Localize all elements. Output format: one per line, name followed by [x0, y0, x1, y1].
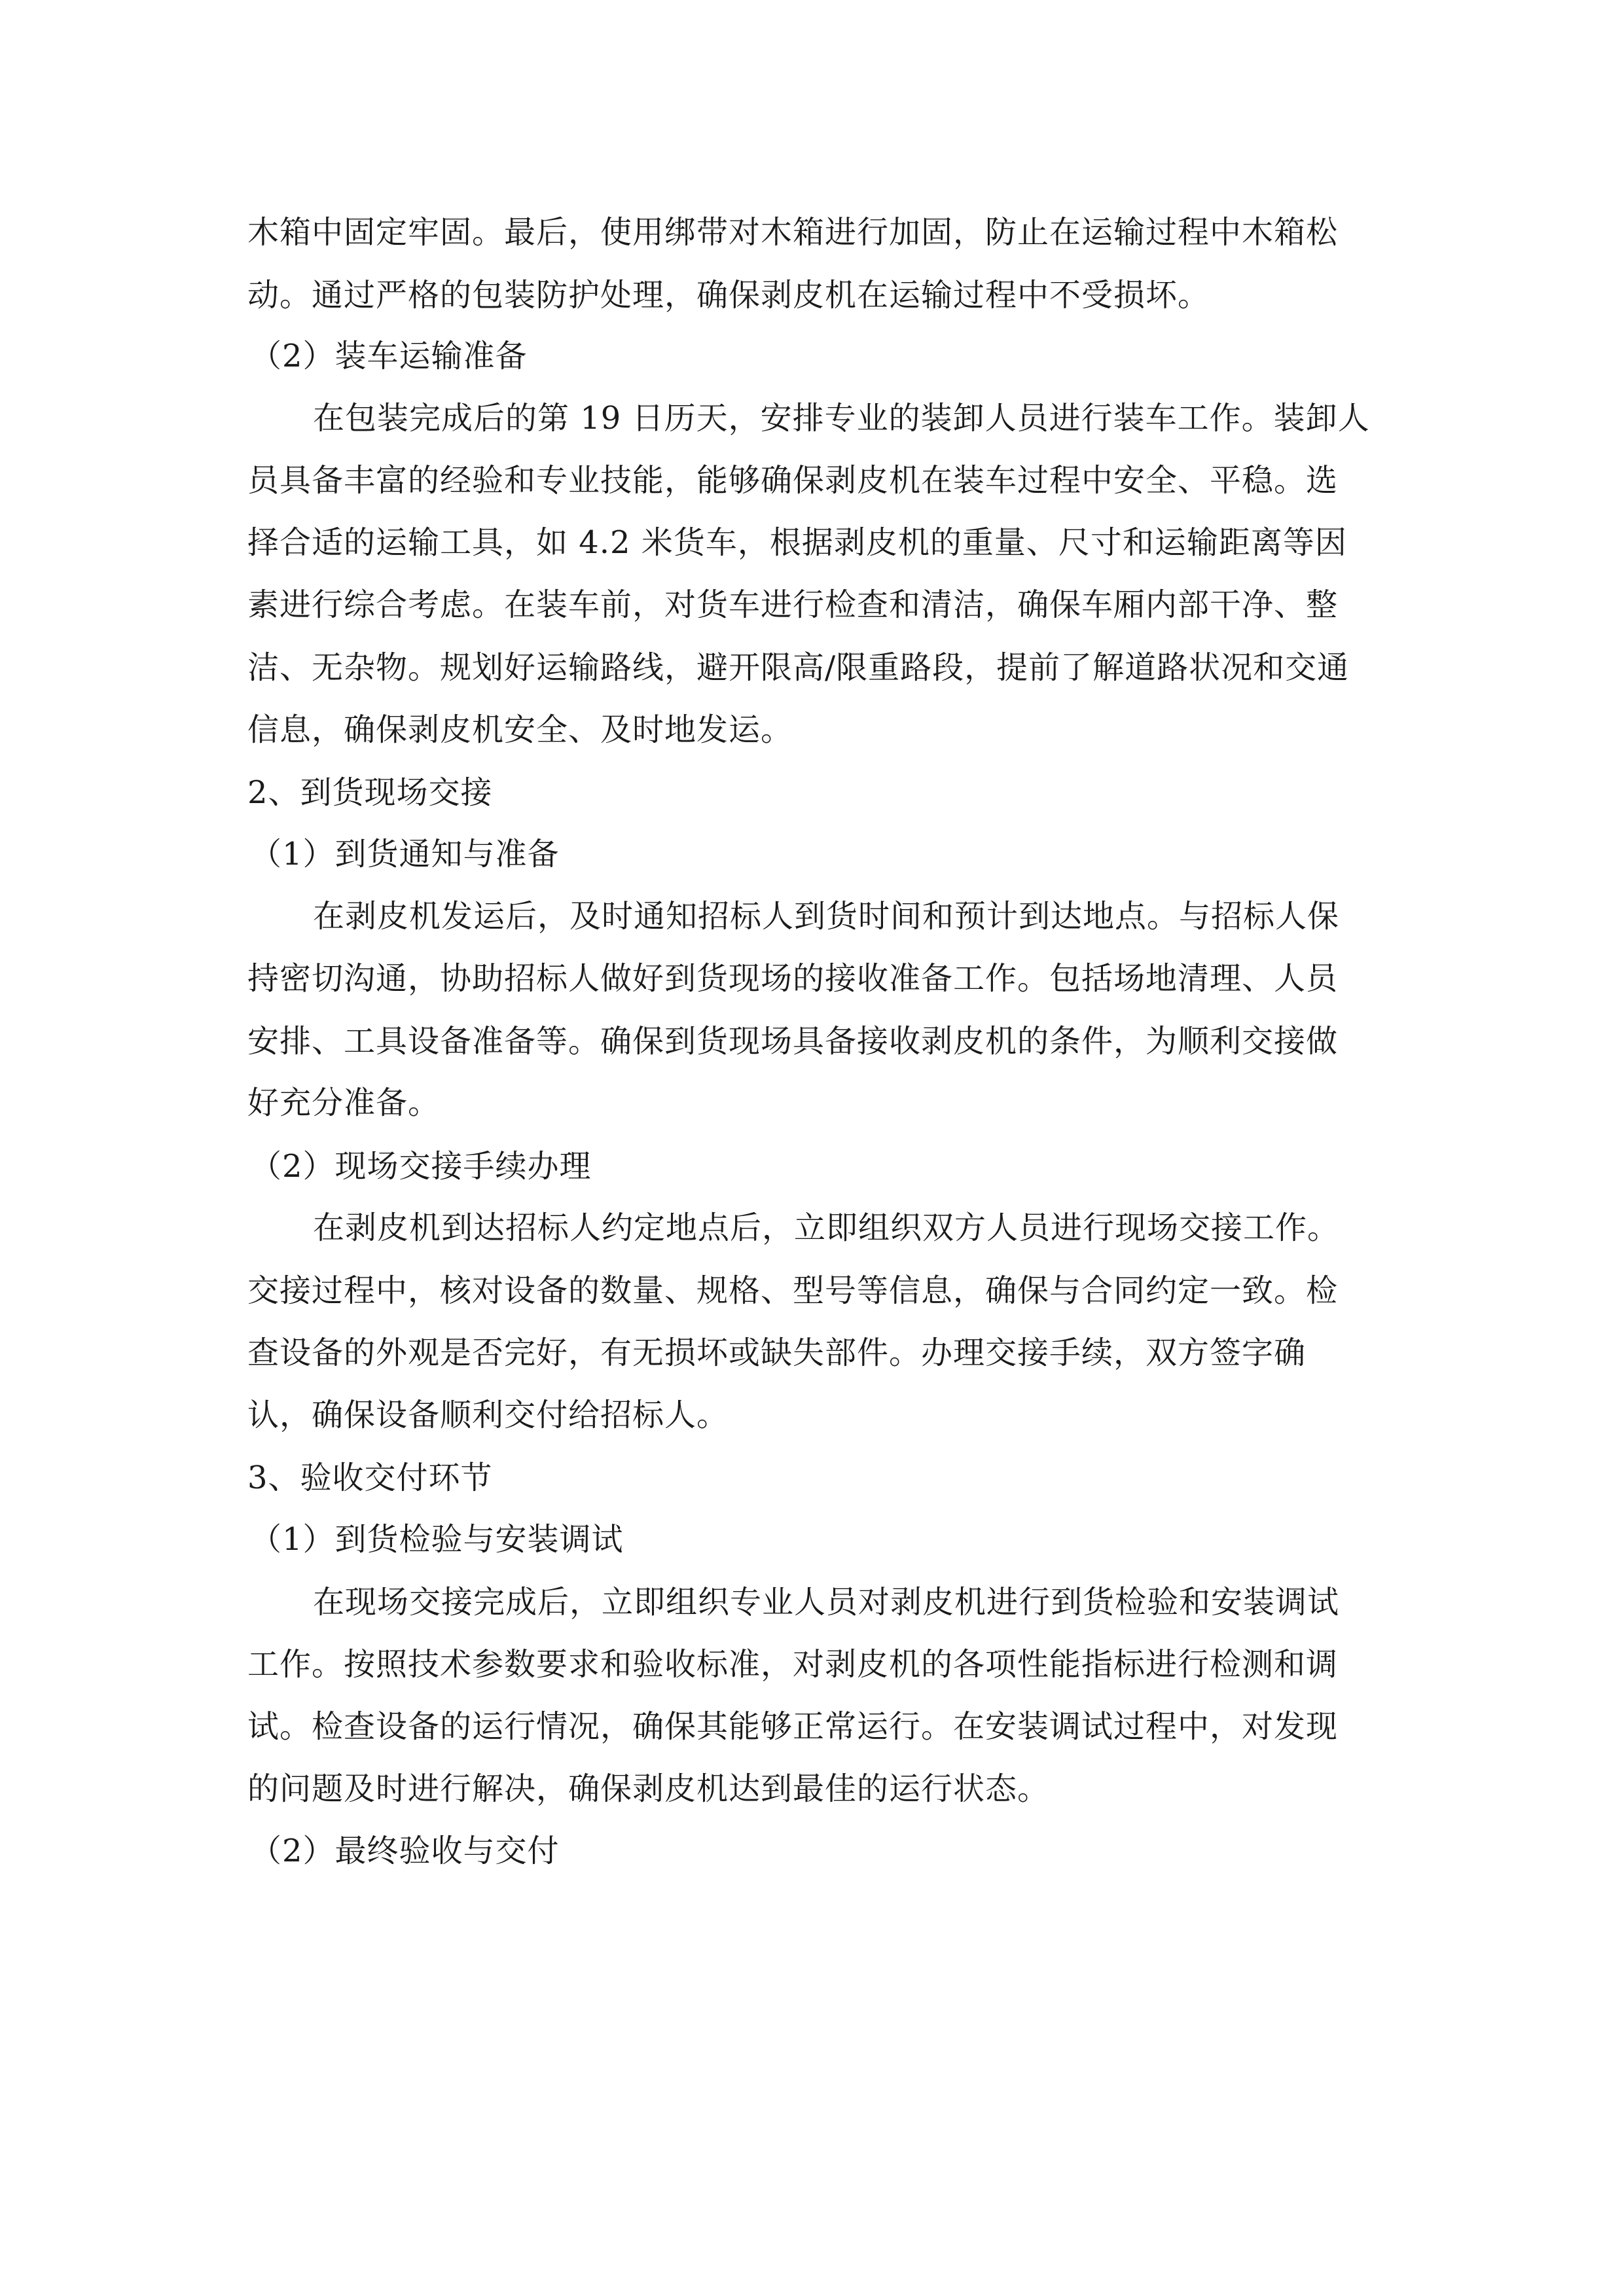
- paragraph-line: 的问题及时进行解决，确保剥皮机达到最佳的运行状态。: [247, 1770, 1050, 1807]
- paragraph-line: 信息，确保剥皮机安全、及时地发运。: [247, 711, 793, 748]
- paragraph-line: 交接过程中，核对设备的数量、规格、型号等信息，确保与合同约定一致。检: [247, 1272, 1339, 1309]
- paragraph-line: 持密切沟通，协助招标人做好到货现场的接收准备工作。包括场地清理、人员: [247, 960, 1339, 997]
- subsection-heading: （2）装车运输准备: [250, 338, 528, 374]
- subsection-heading: （2）最终验收与交付: [250, 1833, 560, 1869]
- section-heading: 3、验收交付环节: [247, 1460, 493, 1496]
- paragraph-line: 员具备丰富的经验和专业技能，能够确保剥皮机在装车过程中安全、平稳。选: [247, 462, 1339, 499]
- subsection-heading: （1）到货检验与安装调试: [250, 1521, 624, 1558]
- paragraph-line: 工作。按照技术参数要求和验收标准，对剥皮机的各项性能指标进行检测和调: [247, 1646, 1339, 1683]
- paragraph-line: 查设备的外观是否完好，有无损坏或缺失部件。办理交接手续，双方签字确: [247, 1335, 1307, 1371]
- paragraph-line: 在包装完成后的第 19 日历天，安排专业的装卸人员进行装车工作。装卸人: [313, 400, 1370, 437]
- paragraph-line: 认，确保设备顺利交付给招标人。: [247, 1397, 729, 1433]
- paragraph-line: 在剥皮机到达招标人约定地点后，立即组织双方人员进行现场交接工作。: [313, 1210, 1340, 1246]
- paragraph-line: 木箱中固定牢固。最后，使用绑带对木箱进行加固，防止在运输过程中木箱松: [247, 214, 1339, 251]
- paragraph-line: 素进行综合考虑。在装车前，对货车进行检查和清洁，确保车厢内部干净、整: [247, 586, 1339, 623]
- paragraph-line: 择合适的运输工具，如 4.2 米货车，根据剥皮机的重量、尺寸和运输距离等因: [247, 524, 1347, 561]
- paragraph-line: 试。检查设备的运行情况，确保其能够正常运行。在安装调试过程中，对发现: [247, 1708, 1339, 1745]
- paragraph-line: 安排、工具设备准备等。确保到货现场具备接收剥皮机的条件，为顺利交接做: [247, 1023, 1339, 1060]
- paragraph-line: 在现场交接完成后，立即组织专业人员对剥皮机进行到货检验和安装调试: [313, 1584, 1340, 1621]
- paragraph-line: 洁、无杂物。规划好运输路线，避开限高/限重路段，提前了解道路状况和交通: [247, 649, 1350, 686]
- paragraph-line: 在剥皮机发运后，及时通知招标人到货时间和预计到达地点。与招标人保: [313, 898, 1340, 935]
- section-heading: 2、到货现场交接: [247, 774, 493, 811]
- subsection-heading: （2）现场交接手续办理: [250, 1148, 592, 1185]
- paragraph-line: 好充分准备。: [247, 1085, 441, 1121]
- paragraph-line: 动。通过严格的包装防护处理，确保剥皮机在运输过程中不受损坏。: [247, 277, 1210, 314]
- subsection-heading: （1）到货通知与准备: [250, 836, 560, 872]
